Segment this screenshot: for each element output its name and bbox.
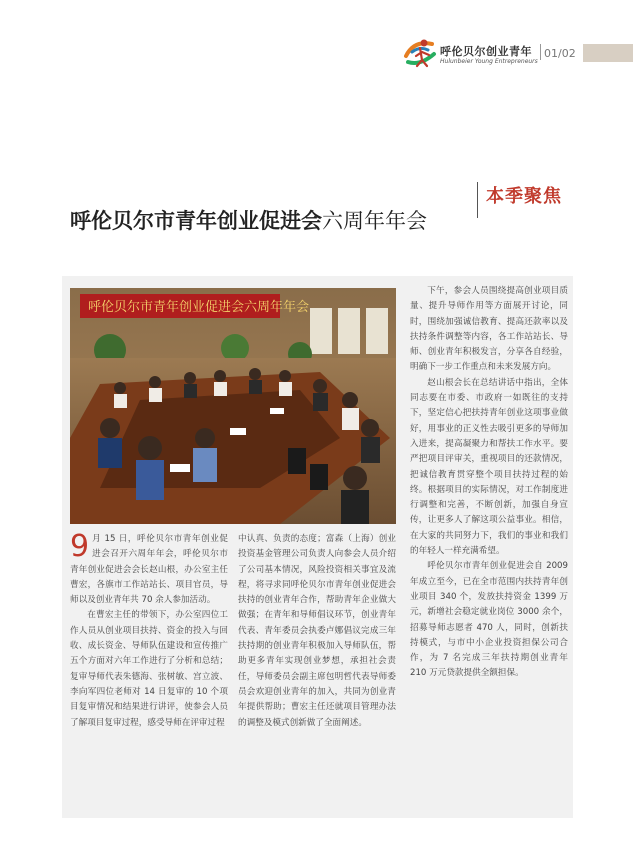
title-bold: 呼伦贝尔市青年创业促进会	[70, 209, 322, 233]
article-paragraph: 中认真、负责的态度；富森（上海）创业投资基金管理公司负责人向参会人员介绍了公司基本情况，风险投资相关事宜及流程，将寻求同呼伦贝尔市青年创业促进会扶持的创业青年合作，帮助青年企业做大做强；在青年和导师倡议环节，创业青年代表、青年委员会执委卢娜倡议完成三年扶持期的创业青年积极加入导师队伍，帮助更多青年实现创业梦想，承担社会责任，导师委员会副主席包明哲代表导师委员会欢迎创业青年的加入，共同为创业青年提供帮助；曹宏主任还就项目管理办法的调整及模式创新做了全面阐述。	[238, 534, 396, 728]
article-title	[70, 205, 427, 235]
drop-cap: 9	[70, 529, 90, 564]
article-paragraph: 呼伦贝尔市青年创业促进会自 2009 年成立至今，已在全市范围内扶持青年创业项目 340 个，发放扶持资金 1399 万元，新增社会稳定就业岗位 3000 余个，招募导师志愿者 470 人，同时，创新扶持模式，与市中小企业投资担保公司合作，为 7 名完成三年扶持期创业青年 210 万元贷款提供全额担保。	[410, 561, 568, 679]
article-paragraph: 下午，参会人员围绕提高创业项目质量、提升导师作用等方面展开讨论，同时，围绕加强诚信教育、提高还款率以及扶持条件调整等内容，各工作站站长、导师、创业青年积极发言，分享各自经验，明确下一步工作重点和未来发展方向。	[410, 286, 568, 373]
photo-banner-text: 呼伦贝尔市青年创业促进会六周年年会	[88, 300, 310, 315]
title-light: 六周年年会	[322, 209, 427, 233]
brand-name-en: Hulunbeier Young Entrepreneurs	[440, 58, 538, 65]
brand-name-cn: 呼伦贝尔创业青年	[440, 45, 532, 58]
article-paragraph: 赵山根会长在总结讲话中指出，全体同志要在市委、市政府一如既往的支持下，坚定信心把扶持青年创业这项事业做好，用事业的正义性去吸引更多的导师加入进来，提高凝聚力和帮扶工作水平。要严把项目评审关，重视项目的还款情况，把诚信教育贯穿整个项目扶持过程的始终。根据项目的实际情况，对工作制度进行调整和完善，不断创新，加强自身宣传，让更多人了解这项公益事业。相信，在大家的共同努力下，我们的事业和我们的年轻人一样充满希望。	[410, 377, 568, 557]
meeting-photo	[70, 288, 396, 524]
article-paragraph: 9 月 15 日，呼伦贝尔市青年创业促进会召开六周年年会，呼伦贝尔市青年创业促进会会长赵山根，办公室主任曹宏，各旗市工作站站长、项目官员，导师以及创业青年共 70 余人参加活动。	[70, 529, 228, 606]
section-tag: 本季聚焦	[486, 186, 562, 207]
brand-logo-icon	[402, 36, 438, 68]
header-divider	[540, 44, 541, 60]
section-divider	[477, 182, 478, 218]
article-column-3	[410, 284, 568, 682]
article-paragraph: 在曹宏主任的带领下，办公室四位工作人员从创业项目扶持、资金的投入与回收、成长资金、导师队伍建设和宣传推广五个方面对六年工作进行了分析和总结；复审导师代表朱德海、张树敏、宫立波、李向军四位老师对 14 日复审的 10 个项目复审情况和结果进行讲评，使参会人员了解项目复审过程，感受导师在评审过程	[70, 610, 228, 728]
header-color-bar	[583, 44, 633, 62]
page-number: 01/02	[544, 47, 576, 60]
article-column-2	[238, 532, 396, 731]
article-column-1	[70, 529, 228, 731]
